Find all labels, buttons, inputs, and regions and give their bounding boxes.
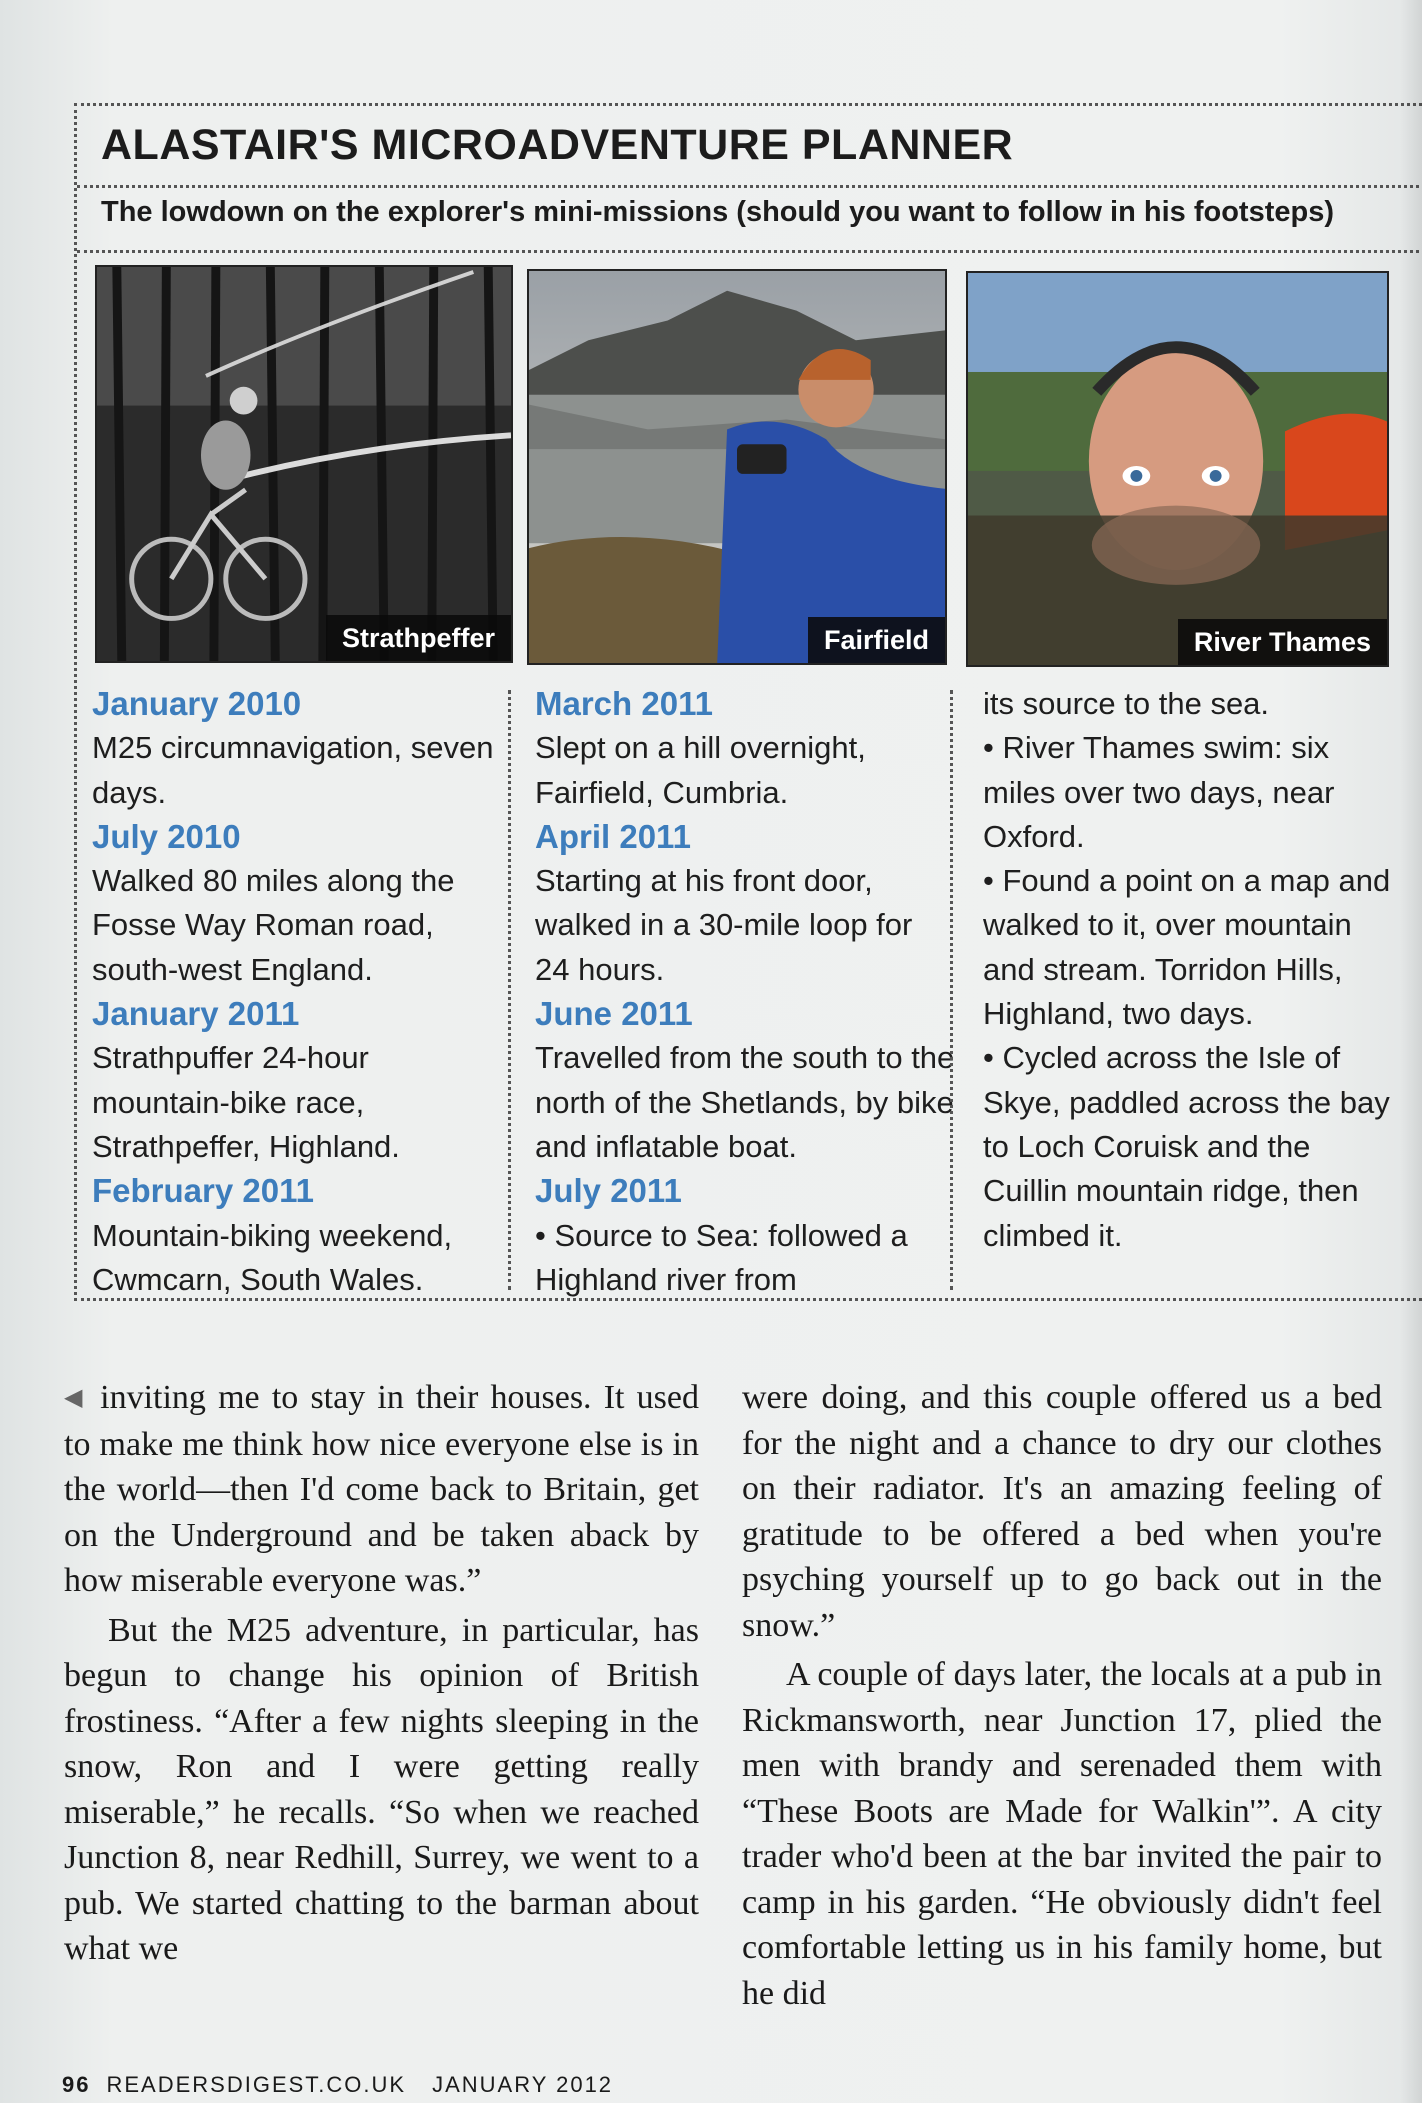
issue-date: JANUARY 2012 <box>432 2072 614 2097</box>
planner-title: ALASTAIR'S MICROADVENTURE PLANNER <box>101 121 1014 169</box>
entry-bullet: • Source to Sea: followed a Highland river from <box>535 1214 955 1303</box>
entry-text: Travelled from the south to the north of the Shetlands, by bike and inflatable boat. <box>535 1040 955 1164</box>
article-paragraph: were doing, and this couple offered us a bed for the night and a chance to dry our clothes on their radiator. It's an amazing feeling of gratitude to be offered a bed when you're psyching yourself up to go back out in the snow.” <box>742 1379 1382 1644</box>
article-paragraph: A couple of days later, the locals at a pub in Rickmansworth, near Junction 17, plied the men with brandy and serenaded them with “These Boots are Made for Walkin'”. A city trader who'd been at the bar invited the pair to camp in his garden. “He obviously didn't feel comfortable letting us in his family home, but he did <box>742 1656 1382 2012</box>
photo-caption-fairfield: Fairfield <box>808 617 945 663</box>
publication-site: READERSDIGEST.CO.UK <box>106 2072 407 2097</box>
article-paragraph <box>64 1375 699 1604</box>
page-number: 96 <box>62 2072 91 2097</box>
article-paragraph: But the M25 adventure, in particular, has begun to change his opinion of British frostiness. “After a few nights sleeping in the snow, Ron and I were getting really miserable,” he recalls. “So when we reached Junction 8, near Redhill, Surrey, we went to a pub. We started chatting to the barman about what we <box>64 1611 699 1967</box>
column-divider <box>508 690 511 1290</box>
subtitle-divider <box>77 250 1422 253</box>
entry-date: July 2011 <box>535 1172 682 1210</box>
entry-date: April 2011 <box>535 817 691 855</box>
entry-text: Strathpuffer 24-hour mountain-bike race, Strathpeffer, Highland. <box>92 1040 400 1164</box>
photo-fairfield <box>527 269 947 665</box>
entry-bullet: • Found a point on a map and walked to it, over mountain and stream. Torridon Hills, Highland, two days. <box>983 859 1403 1036</box>
article-column-left <box>64 1375 699 1972</box>
hillside-photographer-image <box>529 271 945 663</box>
planner-column-2 <box>535 682 955 1302</box>
planner-subtitle: The lowdown on the explorer's mini-missions (should you want to follow in his footsteps) <box>101 196 1334 228</box>
mountain-biker-image <box>97 267 511 661</box>
planner-column-1 <box>92 682 512 1302</box>
page-footer <box>62 2072 613 2098</box>
entry-bullet: • Cycled across the Isle of Skye, paddled across the bay to Loch Coruisk and the Cuillin mountain ridge, then climbed it. <box>983 1036 1403 1257</box>
article-column-right <box>742 1375 1382 2016</box>
page-edge-shadow <box>1400 0 1422 2103</box>
entry-text: Walked 80 miles along the Fosse Way Roman road, south-west England. <box>92 863 455 987</box>
swimmer-river-image <box>968 273 1387 665</box>
photo-caption-river-thames: River Thames <box>1178 619 1387 665</box>
column-divider <box>950 690 953 1290</box>
entry-date: January 2010 <box>92 685 302 722</box>
continuation-arrow-icon: ◀ <box>64 1385 87 1411</box>
photo-strathpeffer <box>95 265 513 663</box>
entry-text: Mountain-biking weekend, Cwmcarn, South Wales. <box>92 1217 453 1297</box>
entry-text: M25 circumnavigation, seven days. <box>92 730 494 810</box>
entry-date: March 2011 <box>535 685 713 722</box>
entry-text: Slept on a hill overnight, Fairfield, Cumbria. <box>535 730 866 810</box>
entry-text: Starting at his front door, walked in a 30-mile loop for 24 hours. <box>535 863 913 987</box>
entry-date: February 2011 <box>92 1172 314 1210</box>
title-divider <box>77 185 1422 188</box>
photo-river-thames <box>966 271 1389 667</box>
article-text: inviting me to stay in their houses. It used to make me think how nice everyone else is in the world—then I'd come back to Britain, get on the Underground and be taken aback by how miserable everyone was.” <box>64 1379 699 1599</box>
photo-caption-strathpeffer: Strathpeffer <box>326 615 511 661</box>
entry-date: June 2011 <box>535 995 693 1033</box>
entry-date: January 2011 <box>92 995 300 1033</box>
entry-bullet: • River Thames swim: six miles over two days, near Oxford. <box>983 726 1403 859</box>
entry-date: July 2010 <box>92 817 241 855</box>
entry-text: its source to the sea. <box>983 686 1270 721</box>
planner-column-3 <box>983 682 1403 1258</box>
